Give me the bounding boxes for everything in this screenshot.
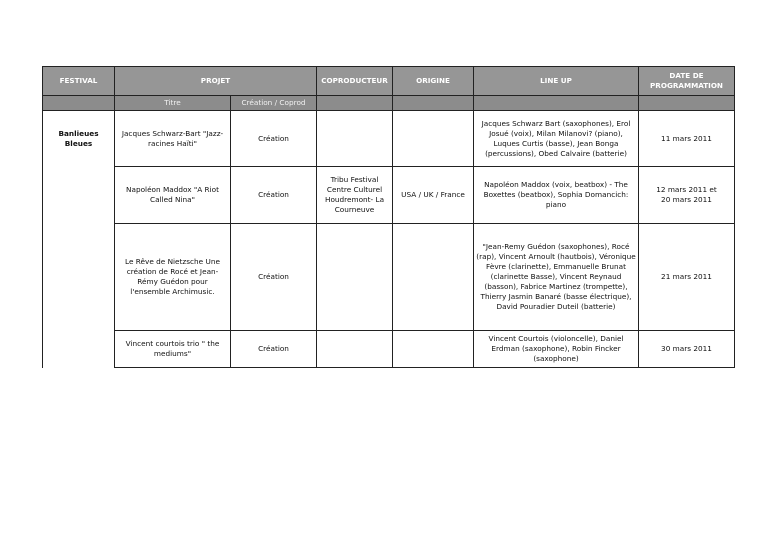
header-row — [43, 67, 735, 96]
cell-titre[interactable]: Le Rêve de Nietzsche Une création de Rocé et Jean-Rémy Guédon pour l'ensemble Archimusic. — [115, 224, 231, 331]
cell-origine[interactable] — [393, 111, 474, 167]
header-lineup[interactable]: LINE UP — [474, 67, 639, 96]
festival-empty-cell[interactable] — [43, 167, 115, 224]
cell-coproducteur[interactable] — [317, 224, 393, 331]
table-row — [43, 331, 735, 368]
subheader-row — [43, 96, 735, 111]
subheader-festival-cell[interactable] — [43, 96, 115, 111]
cell-creation[interactable]: Création — [231, 224, 317, 331]
cell-date[interactable]: 11 mars 2011 — [639, 111, 735, 167]
cell-lineup[interactable]: Napoléon Maddox (voix, beatbox) - The Boxettes (beatbox), Sophia Domancich: piano — [474, 167, 639, 224]
cell-coproducteur[interactable] — [317, 111, 393, 167]
festival-name-cell[interactable]: Banlieues Bleues — [43, 111, 115, 167]
table-row — [43, 167, 735, 224]
table-row — [43, 224, 735, 331]
table-row — [43, 111, 735, 167]
subheader-creation-coprod[interactable]: Création / Coprod — [231, 96, 317, 111]
cell-origine[interactable]: USA / UK / France — [393, 167, 474, 224]
header-festival[interactable]: FESTIVAL — [43, 67, 115, 96]
festival-empty-cell[interactable] — [43, 331, 115, 368]
header-date[interactable] — [639, 67, 735, 96]
cell-lineup[interactable]: Jacques Schwarz Bart (saxophones), Erol Josué (voix), Milan Milanovi? (piano), Luques Curtis (basse), Jean Bonga (percussions), Obed Calvaire (batterie) — [474, 111, 639, 167]
cell-creation[interactable]: Création — [231, 167, 317, 224]
spreadsheet-table-container — [42, 66, 735, 368]
cell-creation[interactable]: Création — [231, 111, 317, 167]
cell-titre[interactable]: Jacques Schwarz-Bart "Jazz-racines Haïti" — [115, 111, 231, 167]
header-projet[interactable]: PROJET — [115, 67, 317, 96]
cell-coproducteur[interactable] — [317, 331, 393, 368]
programming-table — [42, 66, 735, 368]
subheader-coproducteur-cell[interactable] — [317, 96, 393, 111]
header-coproducteur[interactable]: COPRODUCTEUR — [317, 67, 393, 96]
cell-lineup[interactable]: Vincent Courtois (violoncelle), Daniel Erdman (saxophone), Robin Fincker (saxophone) — [474, 331, 639, 368]
cell-coproducteur[interactable]: Tribu Festival Centre Culturel Houdremont- La Courneuve — [317, 167, 393, 224]
cell-date[interactable] — [639, 167, 735, 224]
subheader-lineup-cell[interactable] — [474, 96, 639, 111]
subheader-date-cell[interactable] — [639, 96, 735, 111]
cell-titre[interactable]: Vincent courtois trio " the mediums" — [115, 331, 231, 368]
cell-date[interactable]: 30 mars 2011 — [639, 331, 735, 368]
cell-date-text: 12 mars 2011 et 20 mars 2011 — [656, 185, 717, 204]
cell-date[interactable]: 21 mars 2011 — [639, 224, 735, 331]
cell-origine[interactable] — [393, 331, 474, 368]
header-origine[interactable]: ORIGINE — [393, 67, 474, 96]
cell-lineup[interactable]: "Jean-Remy Guédon (saxophones), Rocé (rap), Vincent Arnoult (hautbois), Véronique Fèvre (clarinette), Emmanuelle Brunat (clarinette Basse), Vincent Reynaud (basson), Fabrice Martinez (trompette), Thierry Jasmin Banaré (basse électrique), David Pouradier Duteil (batterie) — [474, 224, 639, 331]
cell-origine[interactable] — [393, 224, 474, 331]
header-date-label: DATE DE PROGRAMMATION — [650, 71, 723, 90]
festival-empty-cell[interactable] — [43, 224, 115, 331]
subheader-origine-cell[interactable] — [393, 96, 474, 111]
cell-titre[interactable]: Napoléon Maddox "A Riot Called Nina" — [115, 167, 231, 224]
subheader-titre[interactable]: Titre — [115, 96, 231, 111]
cell-creation[interactable]: Création — [231, 331, 317, 368]
